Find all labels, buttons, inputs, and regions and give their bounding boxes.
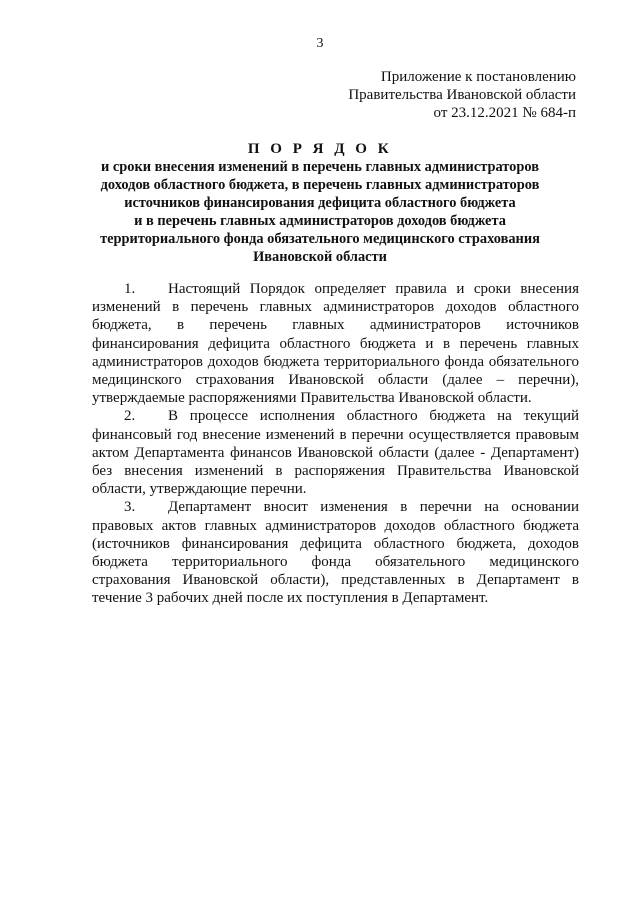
- paragraph-text: В процессе исполнения областного бюджета на текущий финансовый год внесение изменений в перечни осуществляется правовым актом Департамента финансов Ивановской области (далее - Департамент) без внесения изменений в распоряжения Правительства Ивановской области, утверждающие перечни.: [92, 408, 579, 498]
- document-body: [92, 280, 579, 608]
- paragraph-number: 3.: [124, 499, 136, 516]
- appendix-line-1: Приложение к постановлению: [380, 69, 576, 85]
- paragraph-2: [92, 407, 579, 498]
- paragraph-number: 2.: [124, 408, 136, 425]
- title-line-6: Ивановской области: [253, 249, 387, 265]
- title-line-3: источников финансирования дефицита областного бюджета: [124, 195, 516, 211]
- page-number: 3: [316, 36, 324, 51]
- appendix-reference: [348, 68, 576, 122]
- appendix-line-2: Правительства Ивановской области: [348, 87, 576, 103]
- title-main: П О Р Я Д О К: [247, 141, 393, 157]
- document-title: [60, 140, 580, 266]
- paragraph-number: 1.: [124, 281, 136, 297]
- title-line-4: и в перечень главных администраторов доходов бюджета: [134, 213, 506, 229]
- paragraph-text: Настоящий Порядок определяет правила и сроки внесения изменений в перечень главных администраторов доходов областного бюджета, в перечень главных администраторов источников финансирования дефицита областного бюджета и в перечень главных администраторов доходов бюджета территориального фонда обязательного медицинского страхования Ивановской области (далее – перечни), утверждаемые распоряжениями Правительства Ивановской области.: [92, 281, 579, 407]
- paragraph-text: Департамент вносит изменения в перечни на основании правовых актов главных администраторов доходов областного бюджета (источников финансирования дефицита областного бюджета, доходов бюджета территориального фонда обязательного медицинского страхования Ивановской области), представленных в Департамент в течение 3 рабочих дней после их поступления в Департамент.: [92, 499, 579, 607]
- paragraph-3: [92, 498, 579, 607]
- title-line-1: и сроки внесения изменений в перечень главных администраторов: [101, 159, 539, 175]
- paragraph-1: [92, 280, 579, 407]
- title-line-5: территориального фонда обязательного медицинского страхования: [100, 231, 540, 247]
- title-line-2: доходов областного бюджета, в перечень главных администраторов: [100, 177, 540, 193]
- appendix-line-3: от 23.12.2021 № 684-п: [433, 105, 576, 121]
